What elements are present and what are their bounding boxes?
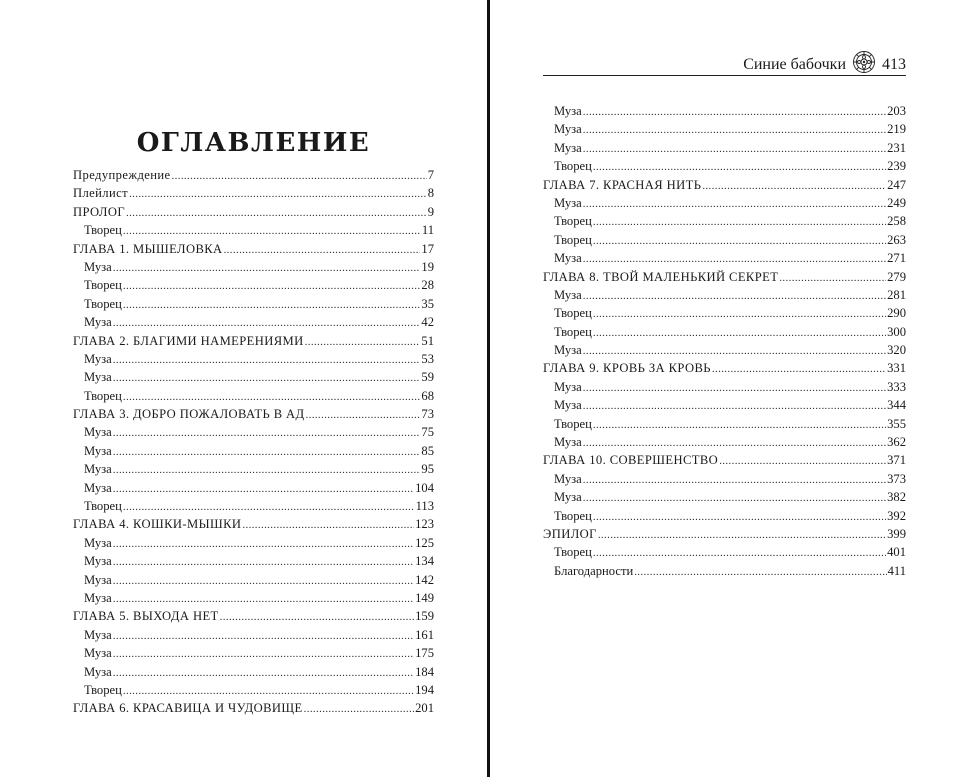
toc-subentry: [73, 368, 434, 386]
dot-leader: [712, 360, 886, 378]
dot-leader: [113, 553, 414, 571]
dot-leader: [598, 526, 886, 544]
toc-entry-label: Творец: [554, 545, 592, 560]
toc-entry-label: ГЛАВА 6. КРАСАВИЦА И ЧУДОВИЩЕ: [73, 701, 303, 716]
toc-subentry: [543, 507, 906, 525]
dot-leader: [304, 700, 414, 718]
toc-entry-label: ГЛАВА 8. ТВОЙ МАЛЕНЬКИЙ СЕКРЕТ: [543, 269, 779, 284]
dot-leader: [306, 406, 421, 424]
dot-leader: [113, 461, 421, 479]
dot-leader: [123, 222, 421, 240]
toc-subentry: [73, 497, 434, 515]
dot-leader: [113, 572, 414, 590]
dot-leader: [224, 241, 421, 259]
toc-subentry: [73, 423, 434, 441]
toc-page-number: 104: [415, 480, 434, 495]
toc-entry-label: Муза: [84, 572, 112, 587]
toc-page-number: 134: [415, 554, 434, 569]
dot-leader: [113, 259, 421, 277]
toc-entry: [73, 405, 434, 423]
toc-entry-label: Творец: [554, 232, 592, 247]
toc-subentry: [543, 562, 906, 580]
toc-subentry: [543, 433, 906, 451]
toc-subentry: [543, 212, 906, 230]
toc-entry-label: Творец: [84, 388, 122, 403]
toc-page-number: 247: [887, 177, 906, 192]
toc-entry-label: Муза: [84, 315, 112, 330]
toc-subentry: [73, 350, 434, 368]
toc-entry-label: Муза: [84, 462, 112, 477]
dot-leader: [593, 544, 886, 562]
dot-leader: [123, 682, 414, 700]
toc-subentry: [543, 323, 906, 341]
toc-page-number: 17: [421, 241, 434, 256]
toc-subentry: [543, 378, 906, 396]
toc-entry-label: Муза: [84, 480, 112, 495]
toc-subentry: [543, 157, 906, 175]
toc-page-number: 9: [427, 204, 434, 219]
toc-page-number: 331: [887, 361, 906, 376]
toc-page-number: 53: [421, 351, 434, 366]
dot-leader: [593, 158, 886, 176]
toc-subentry: [73, 663, 434, 681]
toc-entry-label: Предупреждение: [73, 168, 171, 182]
toc-page-number: 263: [887, 232, 906, 247]
dot-leader: [305, 333, 421, 351]
toc-subentry: [73, 534, 434, 552]
toc-subentry: [73, 313, 434, 331]
toc-entry-label: Творец: [554, 324, 592, 339]
toc-list-left: [73, 166, 434, 718]
toc-page-number: 290: [887, 306, 906, 321]
dot-leader: [129, 185, 427, 203]
toc-entry-label: Творец: [84, 682, 122, 697]
dot-leader: [113, 369, 421, 387]
toc-entry-label: Муза: [84, 443, 112, 458]
dot-leader: [583, 489, 886, 507]
toc-page-number: 11: [421, 223, 434, 238]
toc-subentry: [73, 644, 434, 662]
toc-page-number: 249: [887, 195, 906, 210]
toc-entry-label: Муза: [554, 471, 582, 486]
toc-page-number: 28: [421, 278, 434, 293]
dot-leader: [242, 516, 414, 534]
toc-page-number: 362: [887, 435, 906, 450]
toc-entry: [543, 268, 906, 286]
toc-entry: [543, 176, 906, 194]
toc-page-number: 75: [421, 425, 434, 440]
toc-page-number: 113: [415, 499, 434, 514]
toc-entry: [73, 240, 434, 258]
toc-page-number: 194: [415, 682, 434, 697]
toc-entry-label: ЭПИЛОГ: [543, 526, 597, 541]
toc-entry-label: Муза: [84, 370, 112, 385]
toc-page-number: 411: [887, 563, 906, 578]
toc-page-number: 355: [887, 416, 906, 431]
dot-leader: [583, 434, 886, 452]
dot-leader: [113, 480, 414, 498]
toc-entry-label: Муза: [84, 259, 112, 274]
toc-page-number: 371: [887, 453, 906, 468]
toc-entry-label: Муза: [554, 195, 582, 210]
toc-entry-label: Муза: [554, 251, 582, 266]
toc-entry-label: Муза: [554, 490, 582, 505]
dot-leader: [172, 167, 427, 185]
toc-page-number: 123: [415, 517, 434, 532]
toc-subentry: [73, 387, 434, 405]
toc-subentry: [543, 139, 906, 157]
toc-entry: [543, 359, 906, 377]
toc-entry-label: Творец: [84, 278, 122, 293]
toc-page-number: 281: [887, 287, 906, 302]
toc-entry-label: ГЛАВА 9. КРОВЬ ЗА КРОВЬ: [543, 361, 711, 376]
toc-subentry: [73, 571, 434, 589]
toc-title: ОГЛАВЛЕНИЕ: [136, 128, 371, 158]
dot-leader: [583, 103, 886, 121]
toc-page-number: 175: [415, 646, 434, 661]
dot-leader: [123, 296, 421, 314]
toc-subentry: [543, 194, 906, 212]
toc-page-number: 73: [421, 407, 434, 422]
toc-subentry: [73, 589, 434, 607]
toc-subentry: [543, 488, 906, 506]
toc-entry-label: Муза: [554, 398, 582, 413]
dot-leader: [583, 121, 886, 139]
toc-entry-label: ГЛАВА 5. ВЫХОДА НЕТ: [73, 609, 219, 624]
toc-page-number: 35: [421, 296, 434, 311]
toc-list-right: [543, 102, 906, 580]
toc-entry-label: Муза: [84, 627, 112, 642]
toc-entry: [73, 332, 434, 350]
toc-entry-label: Муза: [554, 140, 582, 155]
toc-entry-label: Муза: [84, 590, 112, 605]
toc-page-number: 258: [887, 214, 906, 229]
toc-page-number: 51: [421, 333, 434, 348]
toc-page-number: 7: [427, 168, 434, 182]
toc-entry-label: Муза: [84, 535, 112, 550]
toc-page-number: 279: [887, 269, 906, 284]
toc-page-number: 161: [415, 627, 434, 642]
toc-subentry: [543, 304, 906, 322]
dot-leader: [583, 250, 886, 268]
dot-leader: [583, 379, 886, 397]
toc-entry-label: Творец: [84, 223, 122, 238]
toc-page-number: 320: [887, 343, 906, 358]
dot-leader: [583, 287, 886, 305]
toc-subentry: [73, 460, 434, 478]
rosette-ornament-icon: [852, 50, 876, 74]
toc-page-number: 373: [887, 471, 906, 486]
toc-page-number: 344: [887, 398, 906, 413]
dot-leader: [583, 342, 886, 360]
toc-page-number: 271: [887, 251, 906, 266]
toc-entry: [73, 166, 434, 184]
toc-entry-label: Творец: [84, 296, 122, 311]
dot-leader: [113, 664, 414, 682]
toc-page-number: 159: [415, 609, 434, 624]
toc-entry-label: Муза: [84, 351, 112, 366]
toc-entry: [543, 451, 906, 469]
toc-subentry: [73, 626, 434, 644]
toc-page-number: 42: [421, 315, 434, 330]
toc-subentry: [543, 286, 906, 304]
toc-entry-label: Творец: [554, 306, 592, 321]
dot-leader: [779, 269, 886, 287]
dot-leader: [123, 388, 421, 406]
running-header: [543, 52, 906, 76]
toc-entry-label: Благодарности: [554, 563, 634, 578]
toc-entry-label: Творец: [554, 416, 592, 431]
toc-page-number: 95: [421, 462, 434, 477]
toc-entry-label: ГЛАВА 3. ДОБРО ПОЖАЛОВАТЬ В АД: [73, 407, 305, 422]
toc-page-number: 19: [421, 259, 434, 274]
toc-page-number: 382: [887, 490, 906, 505]
dot-leader: [583, 195, 886, 213]
dot-leader: [634, 563, 886, 581]
dot-leader: [113, 627, 414, 645]
toc-subentry: [543, 415, 906, 433]
toc-page-number: 201: [415, 701, 434, 716]
toc-subentry: [543, 231, 906, 249]
toc-entry-label: ГЛАВА 10. СОВЕРШЕНСТВО: [543, 453, 719, 468]
toc-page-number: 219: [887, 122, 906, 137]
dot-leader: [719, 452, 886, 470]
toc-entry-label: Муза: [84, 425, 112, 440]
toc-subentry: [73, 442, 434, 460]
dot-leader: [583, 140, 886, 158]
toc-entry-label: ПРОЛОГ: [73, 204, 126, 219]
toc-entry: [73, 184, 434, 202]
toc-page-number: 8: [427, 186, 434, 201]
toc-entry: [73, 203, 434, 221]
toc-page-number: 231: [887, 140, 906, 155]
toc-entry: [73, 515, 434, 533]
toc-subentry: [73, 681, 434, 699]
book-title: Синие бабочки: [743, 56, 846, 73]
toc-entry: [73, 607, 434, 625]
toc-entry-label: Муза: [554, 435, 582, 450]
toc-entry: [543, 525, 906, 543]
toc-subentry: [543, 102, 906, 120]
toc-subentry: [73, 552, 434, 570]
dot-leader: [593, 324, 886, 342]
toc-page-number: 149: [415, 590, 434, 605]
dot-leader: [593, 508, 886, 526]
dot-leader: [113, 645, 414, 663]
toc-entry: [73, 699, 434, 717]
dot-leader: [113, 443, 421, 461]
toc-subentry: [543, 341, 906, 359]
dot-leader: [593, 416, 886, 434]
dot-leader: [702, 177, 886, 195]
toc-entry-label: Муза: [554, 343, 582, 358]
dot-leader: [113, 535, 414, 553]
dot-leader: [220, 608, 414, 626]
toc-entry-label: Муза: [554, 104, 582, 118]
toc-entry-label: ГЛАВА 1. МЫШЕЛОВКА: [73, 241, 223, 256]
toc-entry-label: Муза: [84, 646, 112, 661]
toc-page-number: 184: [415, 664, 434, 679]
dot-leader: [113, 351, 421, 369]
book-spine: [487, 0, 490, 777]
toc-entry-label: ГЛАВА 7. КРАСНАЯ НИТЬ: [543, 177, 702, 192]
toc-entry-label: Творец: [554, 159, 592, 174]
toc-page-number: 392: [887, 508, 906, 523]
dot-leader: [123, 277, 421, 295]
toc-subentry: [73, 276, 434, 294]
toc-entry-label: Муза: [84, 664, 112, 679]
toc-page-number: 203: [887, 104, 906, 118]
toc-entry-label: Муза: [84, 554, 112, 569]
toc-page-number: 125: [415, 535, 434, 550]
toc-subentry: [73, 479, 434, 497]
dot-leader: [593, 213, 886, 231]
toc-subentry: [543, 470, 906, 488]
toc-subentry: [543, 120, 906, 138]
dot-leader: [126, 204, 427, 222]
dot-leader: [123, 498, 415, 516]
dot-leader: [593, 305, 886, 323]
toc-page-number: 399: [887, 526, 906, 541]
toc-entry-label: ГЛАВА 4. КОШКИ-МЫШКИ: [73, 517, 242, 532]
dot-leader: [593, 232, 886, 250]
toc-entry-label: Творец: [554, 214, 592, 229]
toc-page-number: 333: [887, 379, 906, 394]
toc-entry-label: Творец: [554, 508, 592, 523]
toc-entry-label: ГЛАВА 2. БЛАГИМИ НАМЕРЕНИЯМИ: [73, 333, 304, 348]
toc-subentry: [543, 543, 906, 561]
toc-entry-label: Творец: [84, 499, 122, 514]
toc-page-number: 59: [421, 370, 434, 385]
toc-subentry: [73, 221, 434, 239]
toc-page-number: 300: [887, 324, 906, 339]
toc-page-number: 68: [421, 388, 434, 403]
toc-page-number: 401: [887, 545, 906, 560]
toc-subentry: [543, 249, 906, 267]
dot-leader: [583, 471, 886, 489]
dot-leader: [113, 590, 414, 608]
toc-subentry: [73, 295, 434, 313]
toc-page-number: 239: [887, 159, 906, 174]
toc-page-number: 142: [415, 572, 434, 587]
toc-subentry: [73, 258, 434, 276]
toc-entry-label: Муза: [554, 287, 582, 302]
toc-page-number: 85: [421, 443, 434, 458]
page-number: 413: [882, 56, 906, 73]
toc-entry-label: Муза: [554, 379, 582, 394]
dot-leader: [113, 424, 421, 442]
toc-entry-label: Плейлист: [73, 186, 129, 201]
dot-leader: [113, 314, 421, 332]
toc-subentry: [543, 396, 906, 414]
toc-entry-label: Муза: [554, 122, 582, 137]
dot-leader: [583, 397, 886, 415]
